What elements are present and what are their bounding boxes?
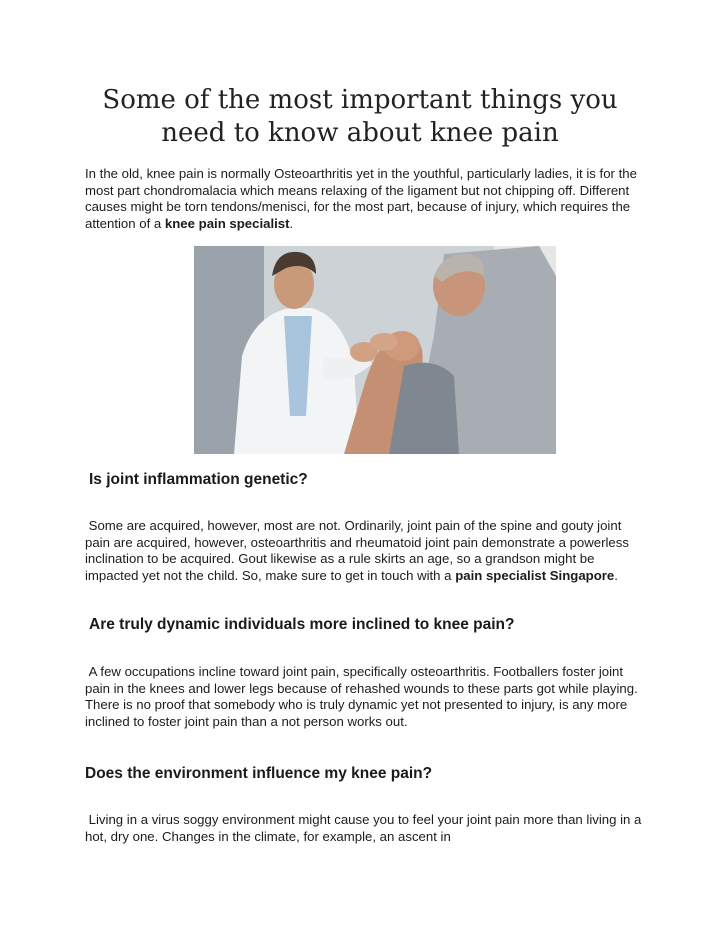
section-1-paragraph [85,518,645,584]
section-1-text: Some are acquired, however, most are not. Ordinarily, joint pain of the spine and gouty joint pain are acquired, however, osteoarthritis and rheumatoid joint pain demonstrate a powerless inclination to be acquired. Gout likewise as a rule skirts an age, so a grandson might be impacted yet not the child. So, make sure to get in touch with a [85,518,629,583]
section-1-heading: Is joint inflammation genetic? [89,471,308,488]
section-2-heading: Are truly dynamic individuals more inclined to knee pain? [89,616,515,633]
section-2-text: A few occupations incline toward joint pain, specifically osteoarthritis. Footballers foster joint pain in the knees and lower legs because of rehashed wounds to these parts got while playing. There is no proof that somebody who is truly dynamic yet not presented to injury, is any more inclined to foster joint pain than a not person works out. [85,664,638,729]
page-title [60,84,660,150]
pain-specialist-singapore-link-text[interactable]: pain specialist Singapore [455,567,615,583]
intro-paragraph [85,166,645,232]
section-1-end: . [614,567,618,583]
doctor-examining-knee-photo [194,246,556,454]
intro-end: . [289,215,294,231]
pain-specialist-singapore-link[interactable] [452,568,615,583]
section-3-heading: Does the environment influence my knee pain? [85,765,433,782]
title-line-2: need to know about knee pain [161,118,559,148]
title-line-1: Some of the most important things you [102,85,618,115]
section-3-paragraph [85,812,645,845]
knee-pain-specialist-link[interactable]: knee pain specialist [164,215,290,231]
photo-illustration [194,246,556,454]
intro-text: In the old, knee pain is normally Osteoarthritis yet in the youthful, particularly ladies, it is for the most part chondromalacia which means relaxing of the ligament but not chipping off. Different causes might be torn tendons/menisci, for the most part, because of injury, which requires the attention of a [85,166,637,231]
section-3-text: Living in a virus soggy environment might cause you to feel your joint pain more than living in a hot, dry one. Changes in the climate, for example, an ascent in [85,812,642,844]
section-2-paragraph [85,664,645,730]
